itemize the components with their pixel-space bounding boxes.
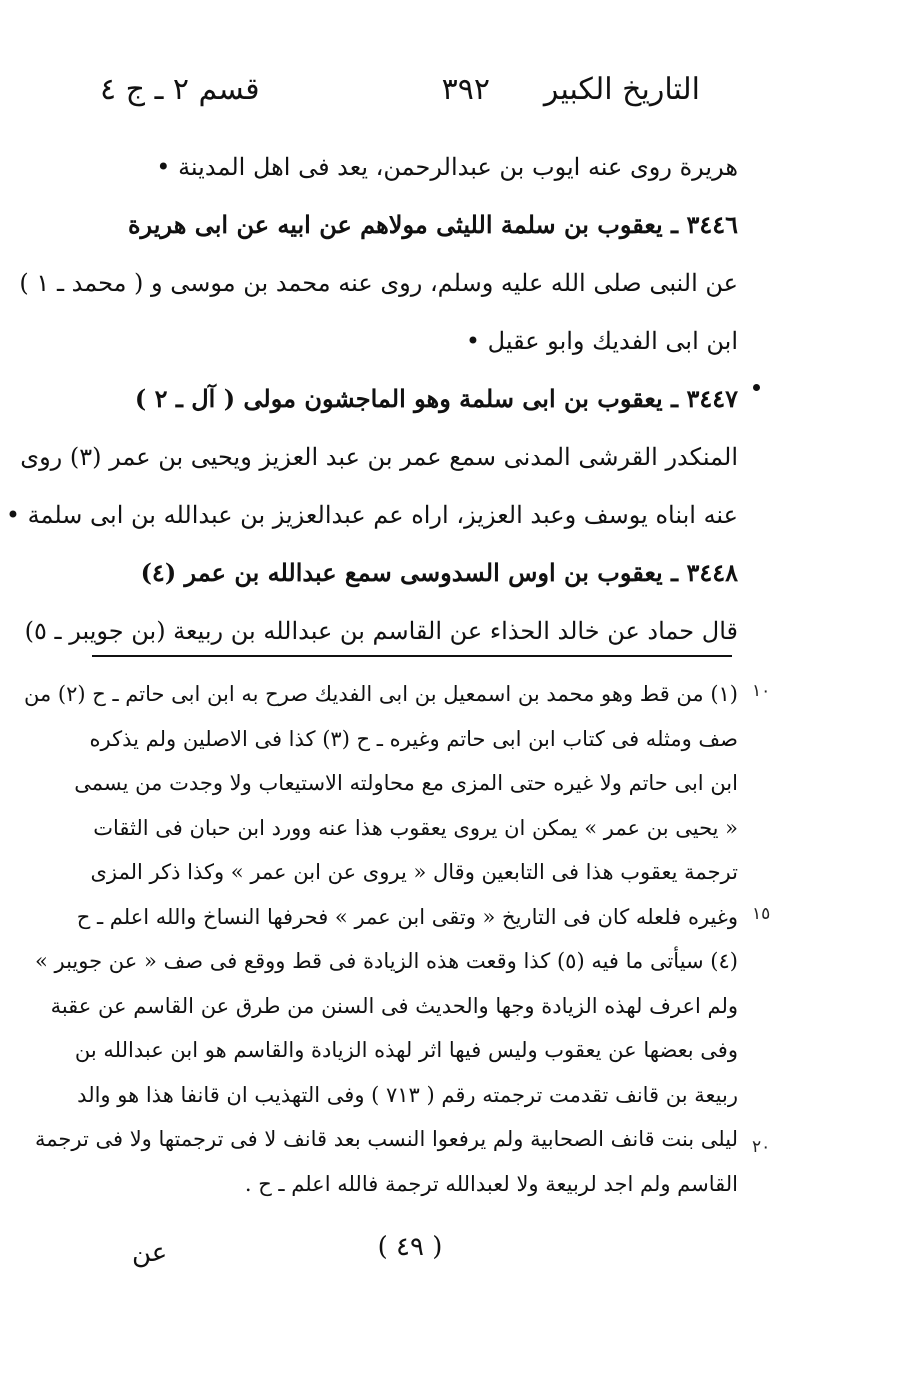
text-line: ابن ابى الفديك وابو عقيل •	[465, 327, 738, 355]
footnote-line: ولم اعرف لهذه الزيادة وجها والحديث فى السنن من طرق عن القاسم عن عقبة	[50, 993, 738, 1018]
text-line: عن النبى صلى الله عليه وسلم، روى عنه محمد بن موسى و ( محمد ـ ١ )	[19, 269, 738, 297]
footnote-divider	[92, 655, 732, 657]
line-marker-20: ٢٠	[752, 1137, 771, 1157]
footnote-line: « يحيى بن عمر » يمكن ان يروى يعقوب هذا عنه وورد ابن حبان فى الثقات	[93, 815, 738, 840]
volume-label: قسم ٢ ـ ج ٤	[100, 72, 260, 107]
entry-3446: ٣٤٤٦ ـ يعقوب بن سلمة الليثى مولاهم عن ابيه عن ابى هريرة	[127, 210, 738, 239]
text-line: هريرة روى عنه ايوب بن عبدالرحمن، يعد فى اهل المدينة •	[156, 153, 738, 181]
catchword: عن	[132, 1238, 168, 1268]
footnote-line: ترجمة يعقوب هذا فى التابعين وقال « يروى عن ابن عمر » وكذا ذكر المزى	[90, 860, 738, 884]
footnote-line: (٤) سيأتى ما فيه (٥) كذا وقعت هذه الزيادة فى قط ووقع فى صف « عن جويبر »	[34, 949, 738, 973]
main-text	[5, 138, 738, 660]
line-marker-10: ١٠	[752, 681, 771, 701]
footnote-line: وغيره فلعله كان فى التاريخ « وتقى ابن عمر » فحرفها النساخ والله اعلم ـ ح	[76, 904, 738, 929]
footnote-line: ابن ابى حاتم ولا غيره حتى المزى مع محاولته الاستيعاب ولا وجدت من يسمى	[74, 771, 738, 795]
footnote-line: صف ومثله فى كتاب ابن ابى حاتم وغيره ـ ح (٣) كذا فى الاصلين ولم يذكره	[89, 726, 738, 751]
footnote-line: ربيعة بن قانف تقدمت ترجمته رقم ( ٧١٣ ) وفى التهذيب ان قانفا هذا هو والد	[77, 1082, 738, 1107]
signature-mark: ( ٤٩ )	[377, 1232, 443, 1262]
line-marker-15: ١٥	[752, 904, 771, 924]
running-header	[100, 72, 700, 122]
footnotes	[23, 672, 738, 1206]
entry-3448: ٣٤٤٨ ـ يعقوب بن اوس السدوسى سمع عبدالله بن عمر (٤)	[140, 558, 738, 587]
footnote-line: ليلى بنت قانف الصحابية ولم يرفعوا النسب بعد قانف لا فى ترجمتها ولا فى ترجمة	[34, 1127, 738, 1151]
margin-dot	[753, 384, 760, 391]
page-number: ٣٩٢	[441, 72, 490, 107]
footnote-line: (١) من قط وهو محمد بن اسمعيل بن ابى الفديك صرح به ابن ابى حاتم ـ ح (٢) من	[23, 682, 738, 706]
footnote-line: وفى بعضها عن يعقوب وليس فيها اثر لهذه الزيادة والقاسم هو ابن عبدالله بن	[74, 1038, 738, 1062]
book-title: التاريخ الكبير	[543, 72, 700, 107]
text-line: قال حماد عن خالد الحذاء عن القاسم بن عبدالله بن ربيعة (بن جويبر ـ ٥)	[24, 617, 738, 645]
footnote-line: القاسم ولم اجد لربيعة ولا لعبدالله ترجمة فالله اعلم ـ ح .	[244, 1171, 738, 1196]
entry-3447: ٣٤٤٧ ـ يعقوب بن ابى سلمة وهو الماجشون مولى ( آل ـ ٢ )	[134, 384, 738, 413]
text-line: عنه ابناه يوسف وعبد العزيز، اراه عم عبدالعزيز بن عبدالله بن ابى سلمة •	[5, 501, 738, 529]
text-line: المنكدر القرشى المدنى سمع عمر بن عبد العزيز ويحيى بن عمر (٣) روى	[20, 443, 738, 471]
